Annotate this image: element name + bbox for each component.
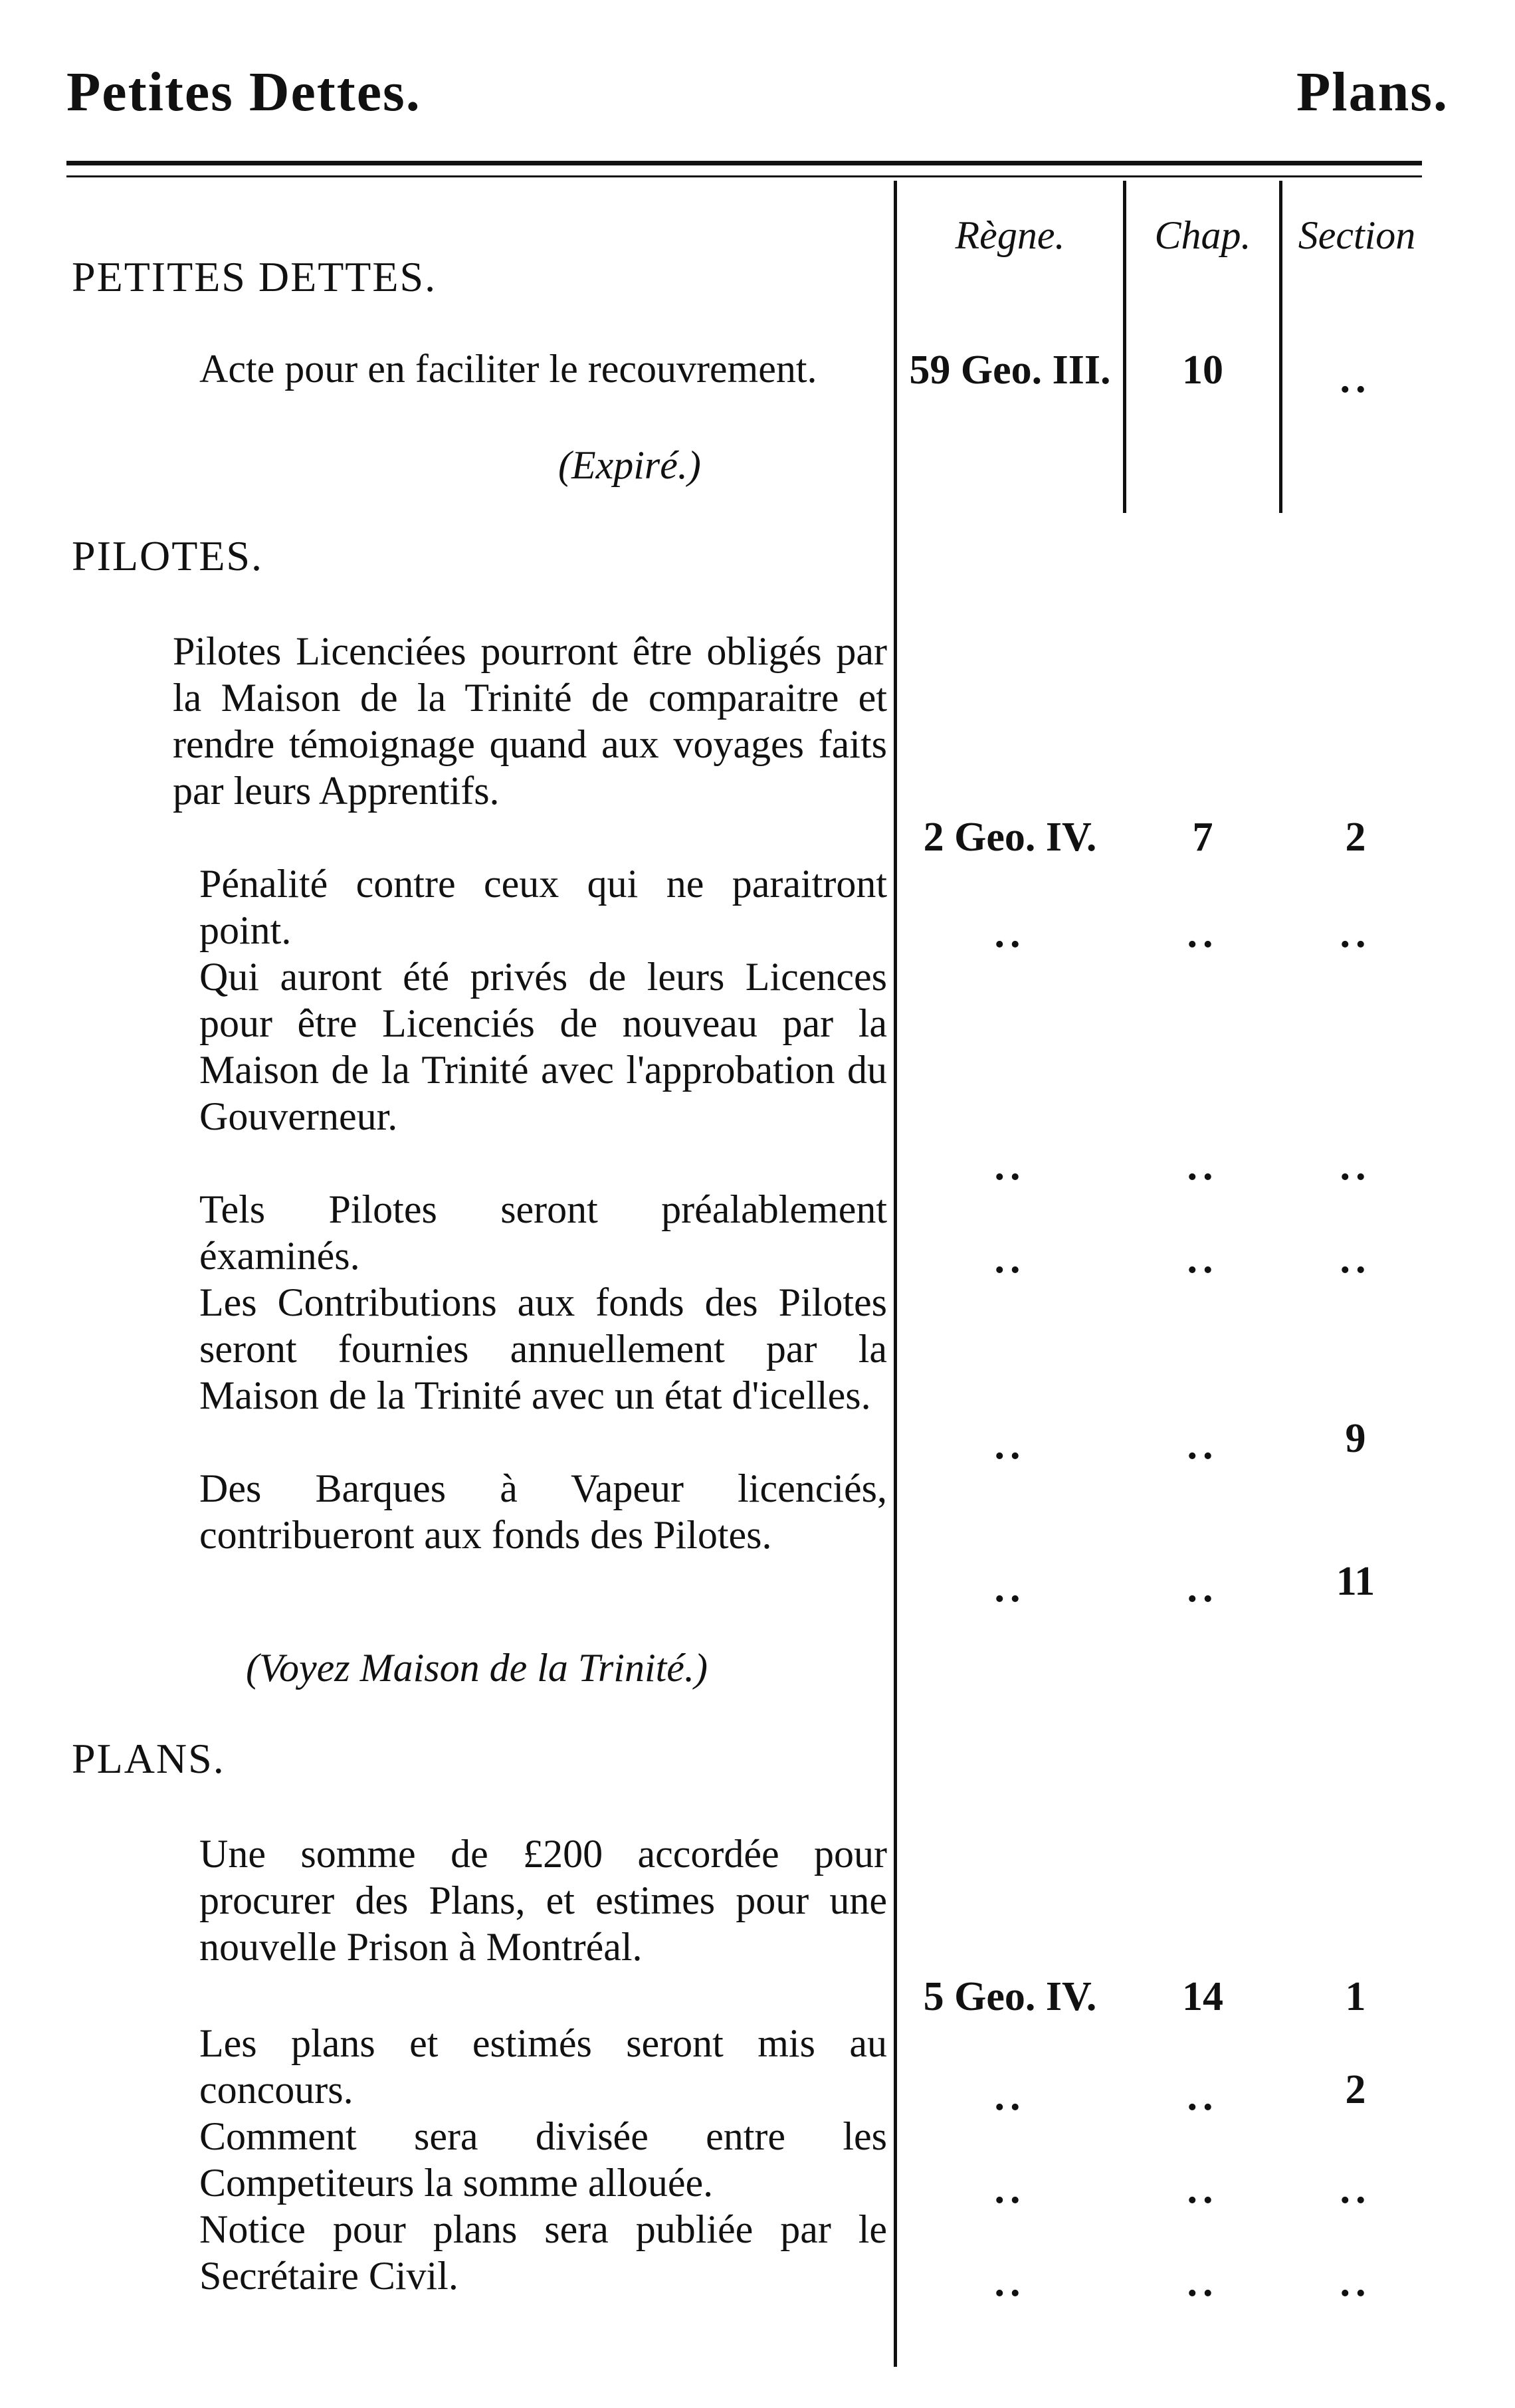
header-rule-thin <box>66 175 1422 177</box>
cell-regne: 59 Geo. III. <box>909 348 1111 393</box>
section-title-pilotes: PILOTES. <box>72 532 263 579</box>
cell-regne: .. <box>994 911 1026 956</box>
cell-section: 11 <box>1336 1559 1375 1604</box>
cell-regne: .. <box>994 2167 1026 2212</box>
entry-plans-2: Les plans et estimés seront mis au concours. <box>199 2021 887 2112</box>
cell-section: 1 <box>1345 1974 1366 2019</box>
cell-chap: .. <box>1187 911 1219 956</box>
header-rule-thick <box>66 161 1422 165</box>
cell-chap: .. <box>1187 1237 1219 1282</box>
note-voyez-maison-trinite: (Voyez Maison de la Trinité.) <box>246 1646 708 1690</box>
entry-pilotes-3: Qui auront été privés de leurs Licences pour être Licenciés de nouveau par la Maison de la Trinité avec l'approbation du Gouverneur. <box>199 955 887 1138</box>
entry-pilotes-5: Les Contributions aux fonds des Pilotes seront fournies annuellement par la Maison de la Trinité avec un état d'icelles. <box>199 1280 887 1417</box>
cell-chap: .. <box>1187 1423 1219 1468</box>
cell-regne: 5 Geo. IV. <box>923 1974 1097 2019</box>
cell-section: .. <box>1340 1237 1371 1282</box>
entry-plans-1: Une somme de £200 accordée pour procurer des Plans, et estimes pour une nouvelle Prison à Montréal. <box>199 1832 887 1969</box>
entry-plans-3: Comment sera divisée entre les Competiteurs la somme allouée. <box>199 2114 887 2205</box>
entry-petites-dettes-1: Acte pour en faciliter le recouvrement. <box>199 347 817 391</box>
column-header-chap: Chap. <box>1154 213 1251 257</box>
entry-pilotes-1: Pilotes Licenciées pourront être obligés par la Maison de la Trinité de comparaitre et rendre témoignage quand aux voyages faits par leurs Apprentifs. <box>173 629 887 813</box>
entry-pilotes-4: Tels Pilotes seront préalablement éxaminés. <box>199 1187 887 1278</box>
running-header-left: Petites Dettes. <box>66 61 421 123</box>
cell-regne: .. <box>994 1144 1026 1189</box>
section-title-petites-dettes: PETITES DETTES. <box>72 253 437 300</box>
note-expire: (Expiré.) <box>558 443 701 487</box>
column-divider-chap-section <box>1279 181 1282 513</box>
running-header-right: Plans. <box>1296 61 1449 123</box>
entry-pilotes-2: Pénalité contre ceux qui ne paraitront point. <box>199 862 887 952</box>
entry-pilotes-6: Des Barques à Vapeur licenciés, contribueront aux fonds des Pilotes. <box>199 1466 887 1557</box>
cell-section: .. <box>1340 911 1371 956</box>
cell-regne: .. <box>994 2260 1026 2305</box>
cell-section: .. <box>1340 2167 1371 2212</box>
cell-regne: .. <box>994 1423 1026 1468</box>
cell-chap: 10 <box>1182 348 1223 393</box>
cell-chap: .. <box>1187 1144 1219 1189</box>
cell-section: .. <box>1340 2260 1371 2305</box>
cell-chap: .. <box>1187 2260 1219 2305</box>
cell-chap: 14 <box>1182 1974 1223 2019</box>
cell-chap: .. <box>1187 1565 1219 1611</box>
column-header-section: Section <box>1298 213 1416 257</box>
cell-chap: 7 <box>1192 815 1213 860</box>
column-header-regne: Règne. <box>955 213 1065 257</box>
cell-regne: .. <box>994 1565 1026 1611</box>
cell-regne: .. <box>994 2074 1026 2119</box>
cell-section: 2 <box>1345 2067 1366 2112</box>
entry-plans-4: Notice pour plans sera publiée par le Secrétaire Civil. <box>199 2207 887 2298</box>
cell-section: 2 <box>1345 815 1366 860</box>
running-header <box>66 60 1449 140</box>
cell-chap: .. <box>1187 2074 1219 2119</box>
cell-regne: .. <box>994 1237 1026 1282</box>
section-title-plans: PLANS. <box>72 1735 225 1782</box>
cell-section: 9 <box>1345 1416 1366 1461</box>
cell-regne: 2 Geo. IV. <box>923 815 1097 860</box>
cell-section: .. <box>1340 356 1371 401</box>
cell-chap: .. <box>1187 2167 1219 2212</box>
cell-section: .. <box>1340 1144 1371 1189</box>
